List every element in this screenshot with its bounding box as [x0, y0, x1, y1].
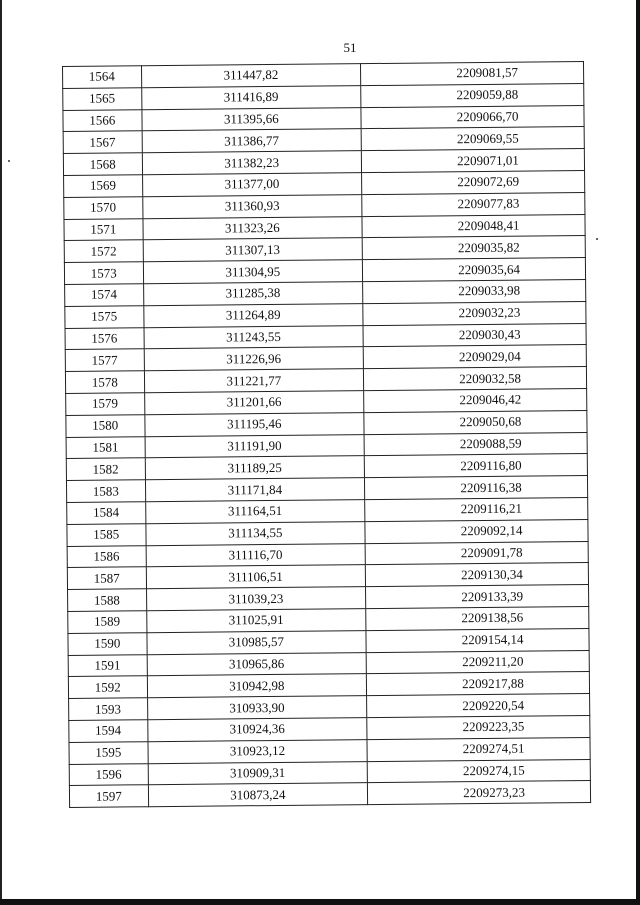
y-coordinate-cell — [367, 694, 590, 718]
y-coordinate-text: 2209050,68 — [459, 413, 522, 430]
point-number-text: 1594 — [95, 722, 122, 739]
point-number-cell — [69, 741, 148, 764]
x-coordinate-text: 311304,95 — [225, 263, 281, 280]
y-coordinate-cell — [365, 541, 588, 565]
y-coordinate-cell — [363, 345, 586, 369]
point-number-cell — [64, 197, 143, 220]
point-number-cell — [67, 567, 146, 590]
y-coordinate-text: 2209116,38 — [460, 479, 522, 495]
x-coordinate-cell — [144, 347, 364, 371]
y-coordinate-cell — [364, 367, 587, 391]
y-coordinate-cell — [365, 519, 588, 543]
y-coordinate-text: 2209032,23 — [458, 304, 521, 321]
point-number-cell — [69, 763, 148, 786]
point-number-text: 1573 — [90, 265, 117, 281]
point-number-cell — [65, 284, 144, 307]
y-coordinate-text: 2209091,78 — [460, 544, 523, 561]
x-coordinate-text: 310873,24 — [230, 786, 286, 803]
y-coordinate-text: 2209046,42 — [459, 391, 522, 408]
x-coordinate-text: 311285,38 — [225, 285, 281, 301]
x-coordinate-text: 310923,12 — [229, 742, 286, 759]
y-coordinate-text: 2209069,55 — [456, 130, 519, 146]
x-coordinate-text: 311243,55 — [225, 328, 281, 345]
x-coordinate-text: 311164,51 — [227, 503, 283, 519]
x-coordinate-text: 311189,25 — [227, 459, 282, 476]
coordinates-table — [62, 61, 591, 808]
x-coordinate-text: 311264,89 — [225, 307, 281, 323]
x-coordinate-text: 311226,96 — [226, 350, 282, 367]
point-number-text: 1585 — [93, 526, 120, 542]
y-coordinate-text: 2209116,80 — [460, 457, 522, 473]
y-coordinate-cell — [365, 497, 588, 521]
point-number-text: 1597 — [95, 788, 122, 804]
y-coordinate-text: 2209274,15 — [462, 762, 525, 779]
point-number-text: 1571 — [90, 221, 117, 237]
x-coordinate-cell — [144, 325, 364, 349]
point-number-text: 1565 — [89, 90, 116, 106]
x-coordinate-cell — [146, 609, 366, 633]
point-number-text: 1564 — [88, 68, 115, 85]
y-coordinate-cell — [363, 279, 586, 303]
y-coordinate-text: 2209220,54 — [462, 697, 525, 713]
x-coordinate-cell — [146, 543, 366, 567]
point-number-cell — [66, 414, 145, 437]
y-coordinate-text: 2209032,58 — [459, 370, 522, 386]
x-coordinate-cell — [141, 64, 361, 88]
point-number-text: 1584 — [92, 504, 120, 521]
x-coordinate-text: 311116,70 — [228, 546, 283, 563]
point-number-text: 1577 — [91, 352, 118, 368]
y-coordinate-text: 2209030,43 — [458, 326, 521, 343]
y-coordinate-cell — [362, 192, 585, 216]
y-coordinate-cell — [367, 759, 590, 783]
x-coordinate-cell — [145, 478, 365, 502]
point-number-cell — [67, 545, 146, 568]
point-number-cell — [66, 436, 145, 459]
x-coordinate-text: 311221,77 — [226, 372, 282, 388]
y-coordinate-text: 2209088,59 — [459, 435, 522, 452]
point-number-cell — [65, 305, 144, 328]
point-number-cell — [69, 698, 148, 721]
point-number-text: 1578 — [91, 374, 118, 390]
point-number-cell — [67, 502, 146, 525]
point-number-text: 1591 — [94, 657, 121, 673]
scan-speck — [8, 160, 10, 162]
point-number-text: 1579 — [91, 395, 119, 412]
table-row — [69, 781, 590, 808]
point-number-text: 1596 — [95, 766, 122, 782]
x-coordinate-text: 311360,93 — [224, 198, 280, 214]
scan-bottom-edge — [0, 899, 640, 905]
x-coordinate-cell — [142, 129, 362, 153]
point-number-cell — [68, 589, 147, 612]
y-coordinate-cell — [365, 476, 588, 500]
y-coordinate-cell — [365, 563, 588, 587]
point-number-text: 1592 — [94, 679, 121, 695]
point-number-cell — [64, 240, 143, 263]
x-coordinate-cell — [148, 739, 368, 763]
point-number-text: 1575 — [91, 308, 118, 324]
y-coordinate-text: 2209071,01 — [457, 152, 519, 168]
y-coordinate-cell — [364, 388, 587, 412]
y-coordinate-text: 2209081,57 — [456, 65, 519, 81]
y-coordinate-cell — [367, 737, 590, 761]
y-coordinate-text: 2209211,20 — [462, 653, 524, 670]
point-number-text: 1588 — [93, 591, 120, 608]
x-coordinate-text: 311395,66 — [223, 110, 279, 127]
x-coordinate-cell — [142, 194, 362, 218]
point-number-cell — [63, 153, 142, 176]
x-coordinate-text: 311323,26 — [224, 219, 280, 236]
x-coordinate-cell — [146, 587, 366, 611]
point-number-cell — [68, 676, 147, 699]
y-coordinate-cell — [366, 650, 589, 674]
y-coordinate-text: 2209029,04 — [458, 348, 521, 364]
y-coordinate-text: 2209154,14 — [461, 631, 524, 648]
x-coordinate-cell — [145, 456, 365, 480]
point-number-text: 1570 — [90, 199, 117, 215]
point-number-cell — [66, 393, 145, 416]
y-coordinate-cell — [362, 214, 585, 238]
point-number-cell — [68, 654, 147, 677]
point-number-cell — [63, 88, 142, 111]
x-coordinate-text: 311195,46 — [227, 416, 282, 432]
x-coordinate-cell — [147, 652, 367, 676]
x-coordinate-text: 311134,55 — [228, 525, 283, 541]
y-coordinate-cell — [366, 628, 589, 652]
y-coordinate-text: 2209066,70 — [456, 108, 519, 125]
x-coordinate-cell — [143, 282, 363, 306]
point-number-text: 1566 — [89, 112, 116, 128]
point-number-text: 1595 — [95, 744, 122, 760]
y-coordinate-text: 2209217,88 — [462, 675, 524, 691]
point-number-cell — [65, 371, 144, 394]
point-number-text: 1568 — [89, 156, 116, 172]
scan-speck — [596, 238, 598, 240]
point-number-cell — [65, 349, 144, 372]
x-coordinate-cell — [147, 696, 367, 720]
x-coordinate-text: 310924,36 — [229, 721, 285, 737]
y-coordinate-text: 2209077,83 — [457, 195, 520, 212]
point-number-text: 1587 — [93, 570, 120, 586]
x-coordinate-text: 311307,13 — [225, 241, 281, 258]
x-coordinate-text: 310965,86 — [228, 655, 285, 672]
point-number-text: 1572 — [90, 243, 117, 259]
x-coordinate-cell — [146, 630, 366, 654]
x-coordinate-text: 311447,82 — [223, 67, 279, 83]
x-coordinate-cell — [145, 500, 365, 524]
x-coordinate-text: 310942,98 — [229, 677, 285, 694]
y-coordinate-cell — [363, 323, 586, 347]
point-number-text: 1582 — [92, 461, 119, 477]
x-coordinate-cell — [145, 434, 365, 458]
x-coordinate-text: 311386,77 — [224, 132, 280, 149]
y-coordinate-cell — [364, 410, 587, 434]
y-coordinate-cell — [367, 715, 590, 739]
x-coordinate-cell — [141, 85, 361, 109]
y-coordinate-text: 2209035,82 — [457, 239, 520, 255]
y-coordinate-cell — [368, 781, 591, 805]
point-number-cell — [64, 262, 143, 285]
point-number-text: 1569 — [89, 177, 116, 194]
x-coordinate-cell — [143, 260, 363, 284]
point-number-cell — [68, 632, 147, 655]
y-coordinate-text: 2209035,64 — [458, 261, 520, 277]
point-number-text: 1576 — [91, 330, 118, 346]
y-coordinate-text: 2209092,14 — [460, 522, 523, 539]
x-coordinate-cell — [141, 107, 361, 131]
x-coordinate-text: 310933,90 — [229, 699, 285, 715]
x-coordinate-text: 310909,31 — [229, 764, 286, 781]
y-coordinate-cell — [361, 83, 584, 107]
point-number-cell — [65, 327, 144, 350]
point-number-text: 1580 — [92, 417, 119, 433]
y-coordinate-cell — [361, 127, 584, 151]
y-coordinate-cell — [361, 61, 584, 85]
x-coordinate-cell — [144, 412, 364, 436]
table-body — [63, 61, 591, 807]
x-coordinate-text: 311191,90 — [227, 437, 282, 454]
x-coordinate-cell — [142, 173, 362, 197]
point-number-cell — [69, 785, 148, 808]
x-coordinate-text: 311416,89 — [223, 89, 279, 105]
y-coordinate-text: 2209273,23 — [463, 784, 525, 800]
scan-left-edge — [0, 0, 2, 905]
y-coordinate-cell — [361, 149, 584, 173]
x-coordinate-text: 310985,57 — [228, 634, 285, 650]
x-coordinate-cell — [143, 303, 363, 327]
y-coordinate-cell — [366, 672, 589, 696]
point-number-cell — [63, 66, 142, 89]
point-number-text: 1590 — [94, 635, 121, 651]
y-coordinate-cell — [366, 585, 589, 609]
page-number: 51 — [343, 40, 357, 55]
y-coordinate-text: 2209033,98 — [458, 282, 521, 299]
y-coordinate-text: 2209274,51 — [462, 740, 525, 757]
y-coordinate-cell — [362, 236, 585, 260]
y-coordinate-text: 2209072,69 — [457, 173, 520, 190]
point-number-cell — [69, 720, 148, 743]
x-coordinate-cell — [147, 718, 367, 742]
x-coordinate-cell — [144, 391, 364, 415]
point-number-cell — [68, 611, 147, 634]
y-coordinate-text: 2209133,39 — [461, 588, 524, 604]
y-coordinate-text: 2209059,88 — [456, 86, 519, 103]
point-number-cell — [66, 458, 145, 481]
x-coordinate-text: 311106,51 — [228, 568, 283, 585]
x-coordinate-text: 311039,23 — [228, 590, 284, 606]
point-number-text: 1593 — [94, 700, 122, 717]
point-number-cell — [64, 175, 143, 198]
x-coordinate-text: 311377,00 — [224, 176, 280, 192]
point-number-text: 1586 — [93, 548, 120, 564]
x-coordinate-cell — [148, 761, 368, 785]
y-coordinate-cell — [362, 170, 585, 194]
point-number-text: 1581 — [92, 439, 119, 455]
x-coordinate-cell — [144, 369, 364, 393]
point-number-text: 1589 — [94, 613, 121, 630]
x-coordinate-text: 311382,23 — [224, 154, 280, 171]
y-coordinate-text: 2209138,56 — [461, 609, 524, 626]
point-number-cell — [67, 523, 146, 546]
x-coordinate-cell — [145, 521, 365, 545]
point-number-cell — [66, 480, 145, 503]
scan-right-edge — [636, 0, 640, 905]
x-coordinate-cell — [148, 783, 368, 807]
point-number-cell — [63, 109, 142, 132]
y-coordinate-cell — [366, 606, 589, 630]
y-coordinate-cell — [361, 105, 584, 129]
x-coordinate-cell — [143, 238, 363, 262]
point-number-cell — [63, 131, 142, 154]
point-number-cell — [64, 218, 143, 241]
point-number-text: 1574 — [90, 286, 118, 303]
point-number-text: 1567 — [89, 134, 116, 150]
x-coordinate-cell — [146, 565, 366, 589]
x-coordinate-text: 311171,84 — [227, 481, 283, 497]
x-coordinate-text: 311025,91 — [228, 612, 284, 628]
y-coordinate-text: 2209223,35 — [462, 718, 525, 735]
y-coordinate-text: 2209048,41 — [457, 217, 520, 234]
y-coordinate-text: 2209116,21 — [460, 500, 523, 517]
x-coordinate-cell — [147, 674, 367, 698]
y-coordinate-text: 2209130,34 — [461, 566, 523, 582]
x-coordinate-cell — [143, 216, 363, 240]
y-coordinate-cell — [362, 258, 585, 282]
x-coordinate-cell — [142, 151, 362, 175]
y-coordinate-cell — [364, 432, 587, 456]
x-coordinate-text: 311201,66 — [226, 394, 282, 410]
point-number-text: 1583 — [92, 483, 119, 499]
y-coordinate-cell — [364, 454, 587, 478]
y-coordinate-cell — [363, 301, 586, 325]
